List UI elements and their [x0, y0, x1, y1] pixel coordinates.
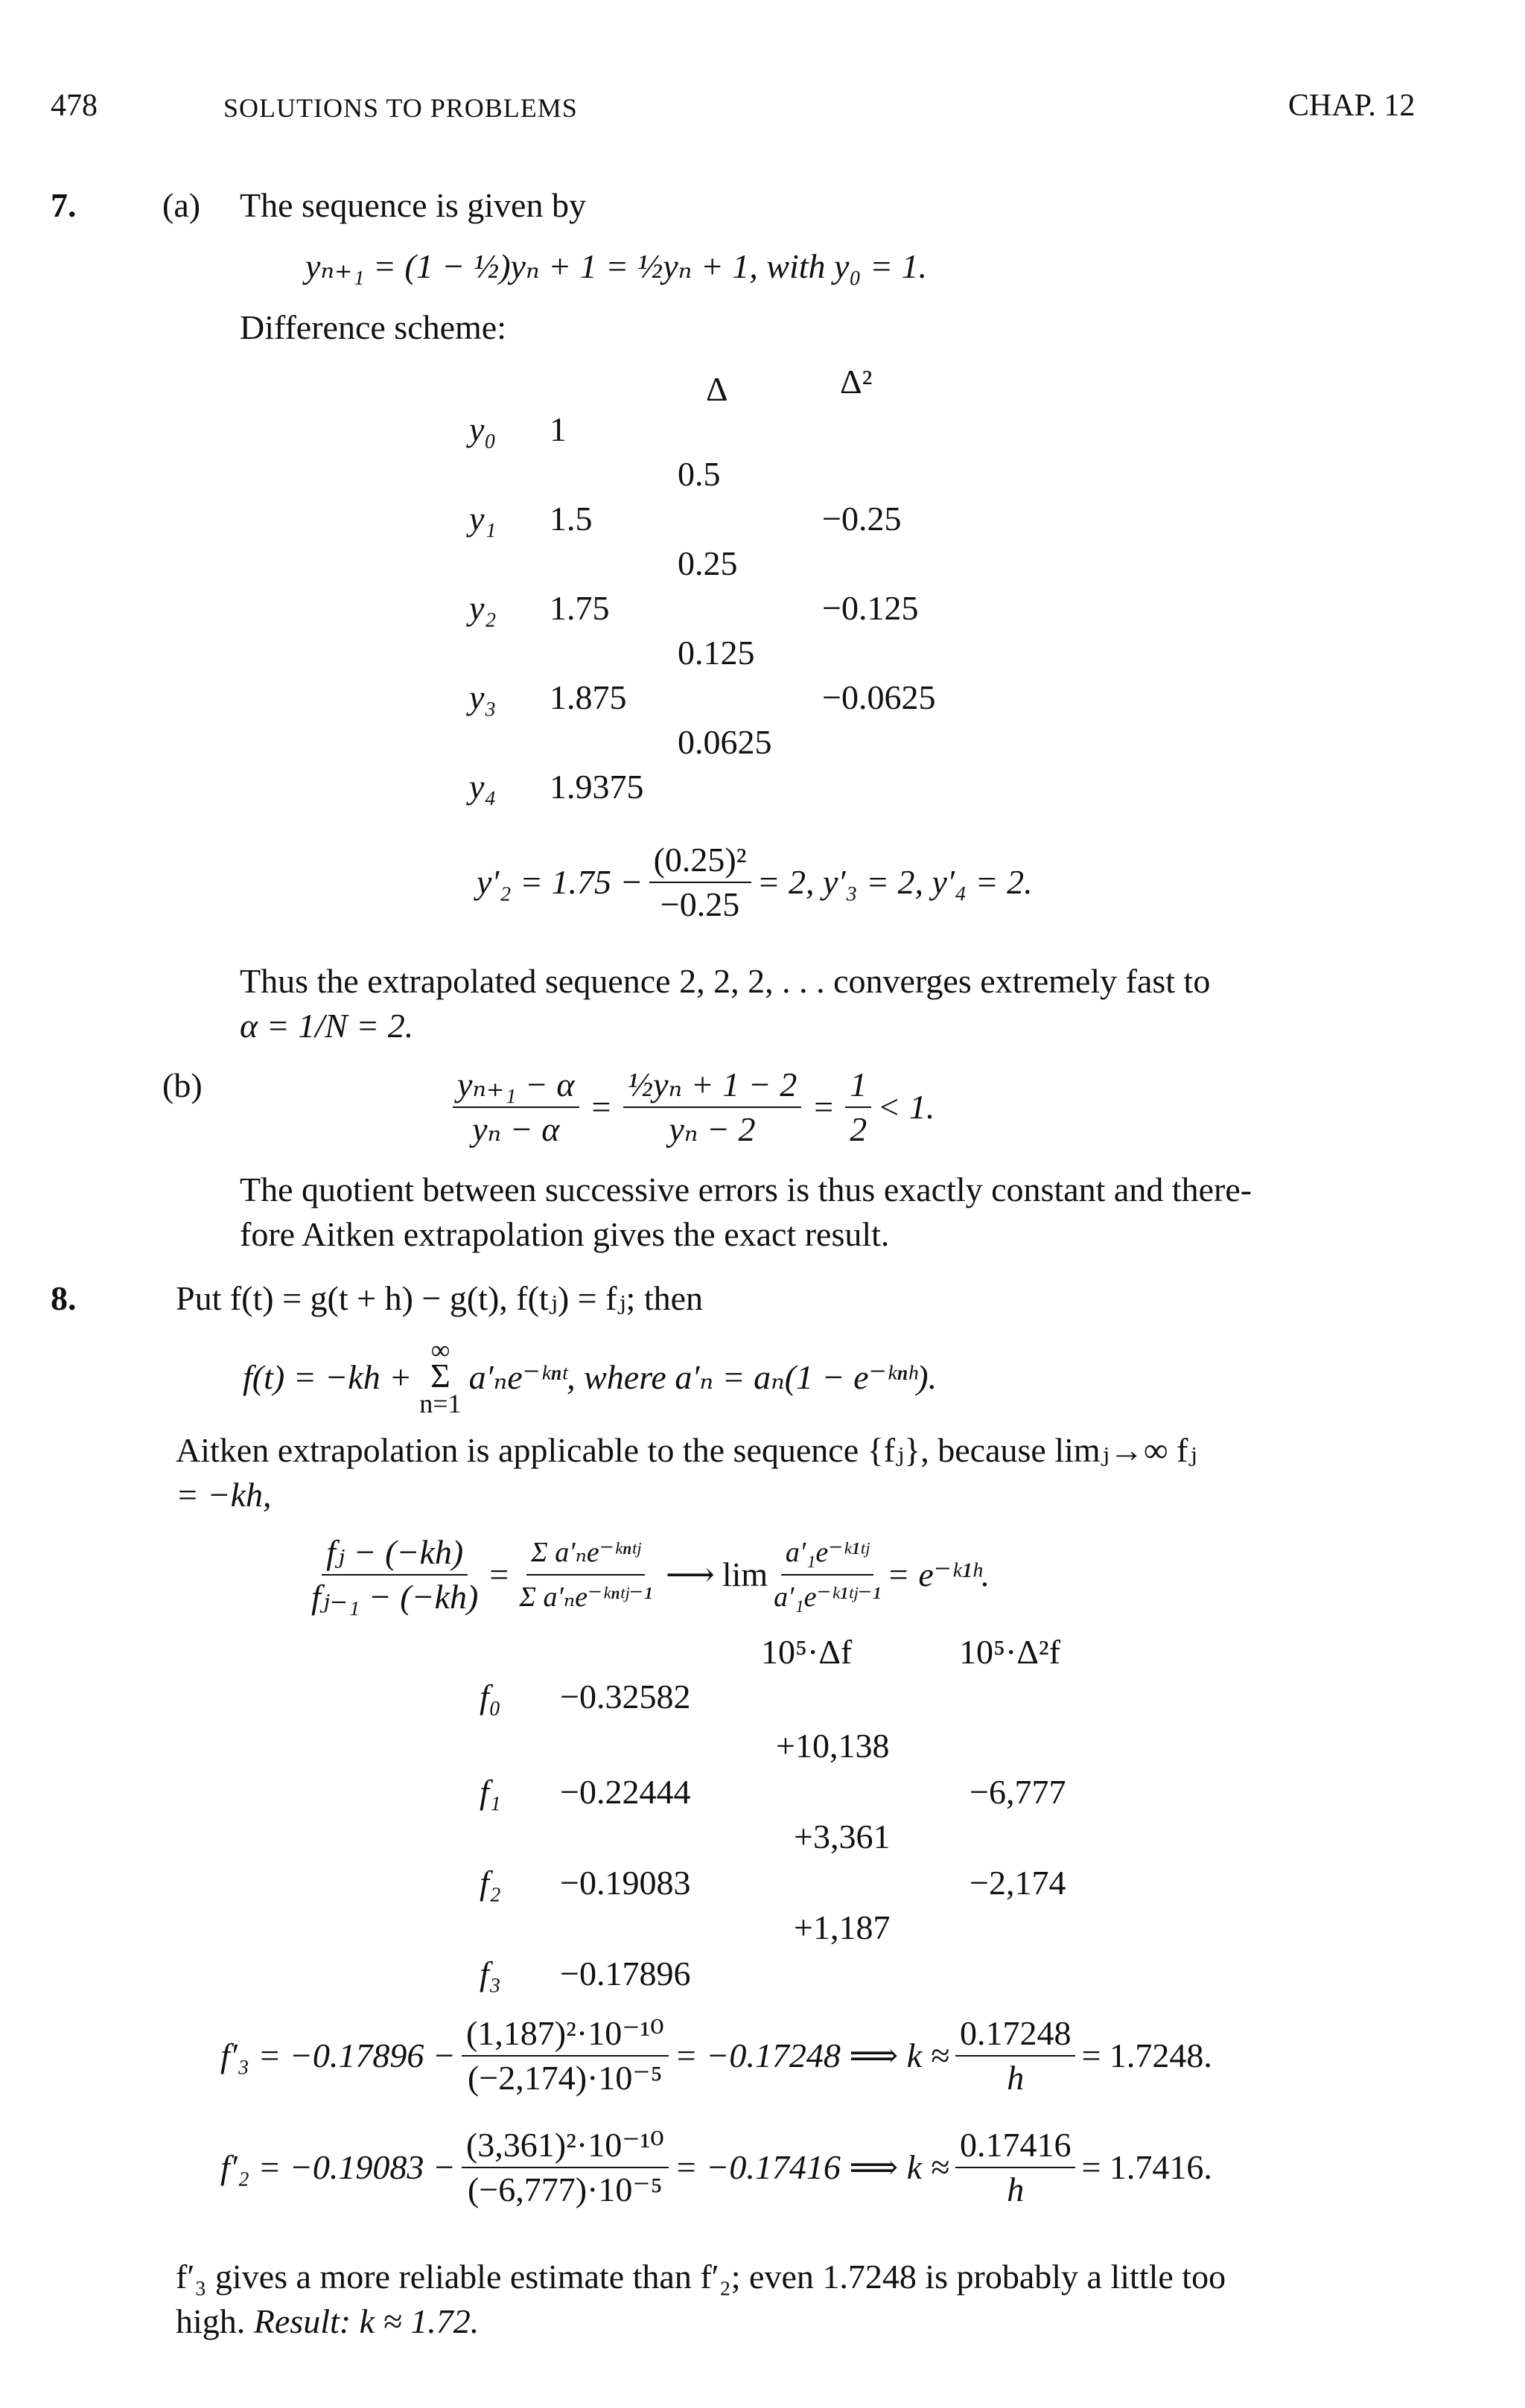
table-row-value: 1.75	[550, 589, 610, 627]
f2-mid: = −0.17416 ⟹ k ≈	[674, 2148, 949, 2186]
final-text-line-1: f′₃ gives a more reliable estimate than f′₂; even 1.7248 is probably a little too	[176, 2258, 1226, 2296]
b-fraction-1-den: yₙ − α	[472, 1110, 560, 1148]
ratio-sum-num: Σ a′ₙe⁻ᵏⁿᵗʲ	[526, 1534, 645, 1576]
ratio-num: fⱼ − (−kh)	[322, 1534, 468, 1576]
first-difference: +1,187	[794, 1908, 891, 1946]
b-fraction-3-den: 2	[850, 1110, 867, 1148]
table-row-value: −0.22444	[560, 1773, 691, 1811]
f3-fraction	[462, 2015, 669, 2097]
final-text-line-2	[176, 2301, 479, 2342]
b-fraction-1-num: yₙ₊₁ − α	[453, 1066, 579, 1108]
table-row-value: −0.32582	[560, 1678, 691, 1716]
problem-7-number: 7.	[51, 186, 77, 224]
f2-den: (−6,777)·10⁻⁵	[467, 2170, 663, 2208]
ratio-lim-den: a′₁e⁻ᵏ¹ᵗʲ⁻¹	[774, 1582, 881, 1613]
part-b-label: (b)	[162, 1066, 203, 1104]
second-difference: −2,174	[970, 1864, 1066, 1902]
ratio-lim-num: a′₁e⁻ᵏ¹ᵗʲ	[781, 1534, 873, 1576]
first-difference: 0.5	[678, 455, 721, 493]
f3-extrapolation	[220, 2015, 1212, 2097]
b-fraction-2	[623, 1066, 802, 1148]
final-result-label: Result:	[253, 2302, 351, 2340]
ratio-fraction	[311, 1534, 478, 1616]
first-difference: 0.0625	[678, 723, 772, 761]
difference-scheme-label: Difference scheme:	[240, 308, 507, 346]
table-row-label: f₂	[480, 1864, 501, 1902]
f3-mid: = −0.17248 ⟹ k ≈	[674, 2036, 949, 2074]
col-header-delta2: Δ²	[840, 363, 873, 401]
f2-k-fraction	[955, 2127, 1076, 2208]
ratio-lim-fraction	[774, 1534, 881, 1616]
f3-den: (−2,174)·10⁻⁵	[467, 2059, 663, 2097]
p8-formula	[243, 1335, 937, 1418]
sum-symbol: Σ	[430, 1357, 451, 1395]
f3-k-num: 0.17248	[955, 2015, 1076, 2057]
f2-lhs: f′₂ = −0.19083 −	[220, 2148, 456, 2186]
ratio-sum-den: Σ a′ₙe⁻ᵏⁿᵗʲ⁻¹	[519, 1582, 652, 1613]
first-difference: 0.25	[678, 544, 738, 582]
f2-fraction	[462, 2127, 669, 2208]
table-row-label: f₁	[480, 1773, 501, 1811]
aitken-text-line-1: Aitken extrapolation is applicable to the sequence {fⱼ}, because limⱼ→∞ fⱼ	[176, 1431, 1197, 1469]
p8-formula-rhs: a′ₙe⁻ᵏⁿᵗ, where a′ₙ = aₙ(1 − e⁻ᵏⁿʰ).	[468, 1358, 937, 1396]
p7-conclusion-line-2: α = 1/N = 2.	[240, 1007, 414, 1045]
f2-num: (3,361)²·10⁻¹⁰	[462, 2127, 669, 2168]
table-row-value: 1.5	[550, 500, 593, 538]
f3-num: (1,187)²·10⁻¹⁰	[462, 2015, 669, 2057]
table-row-label: y₄	[469, 768, 497, 806]
extrap-numerator: (0.25)²	[649, 841, 751, 883]
table-row-label: y₀	[469, 410, 497, 448]
part-b-text-line-1: The quotient between successive errors is thus exactly constant and there-	[240, 1170, 1252, 1208]
table-row-value: −0.19083	[560, 1864, 691, 1902]
table-row-value: 1.875	[550, 678, 627, 716]
running-title: SOLUTIONS TO PROBLEMS	[223, 93, 578, 123]
col-header-df: 10⁵·Δf	[761, 1633, 853, 1671]
ratio-result: = e⁻ᵏ¹ʰ.	[886, 1555, 990, 1593]
f2-extrapolation	[220, 2127, 1212, 2208]
extrap-denominator: −0.25	[660, 885, 740, 923]
b-tail: < 1.	[877, 1088, 935, 1126]
col-header-delta: Δ	[706, 370, 728, 408]
extrap-lhs: y′₂ = 1.75 −	[477, 863, 643, 901]
f3-k-fraction	[955, 2015, 1076, 2097]
p8-intro: Put f(t) = g(t + h) − g(t), f(tⱼ) = fⱼ; then	[176, 1279, 704, 1317]
b-fraction-2-num: ½yₙ + 1 − 2	[623, 1066, 802, 1108]
b-fraction-3	[845, 1066, 871, 1148]
sum-upper-limit: ∞	[430, 1335, 451, 1365]
ratio-equation: $\frac{\text{fⱼ − (−kh)}}{\text{fⱼ₋₁ − (−kh)}}$ = $\frac{\text{Σ a′ₙe⁻ᵏⁿᵗʲ}}{\text{Σ a′ₙe⁻ᵏⁿᵗʲ⁻¹}}$ ⟶ lim $\frac{\text{a′₁e⁻ᵏ¹ᵗʲ}}{\text{a′₁e⁻ᵏ¹ᵗʲ⁻¹}}$ = e⁻ᵏ¹ʰ.	[311, 1533, 990, 1616]
second-difference: −0.0625	[822, 678, 936, 716]
second-difference: −0.125	[822, 589, 919, 627]
ratio-lim: lim	[722, 1555, 768, 1593]
final-result-value: k ≈ 1.72.	[359, 2302, 480, 2340]
f3-result: = 1.7248.	[1081, 2036, 1212, 2074]
table-row-label: y₃	[469, 678, 497, 716]
extrap-fraction	[649, 841, 751, 923]
ratio-den: fⱼ₋₁ − (−kh)	[311, 1578, 479, 1616]
b-fraction-1	[453, 1066, 579, 1148]
f2-result: = 1.7416.	[1081, 2148, 1212, 2186]
extrapolation-equation	[477, 841, 1033, 923]
first-difference: +3,361	[794, 1818, 891, 1856]
page-number: 478	[51, 89, 98, 123]
first-difference: 0.125	[678, 634, 755, 672]
p7-intro: The sequence is given by	[240, 186, 586, 224]
f2-k-den: h	[1007, 2170, 1025, 2208]
table-row-value: −0.17896	[560, 1955, 691, 1993]
sum-lower-limit: n=1	[419, 1389, 462, 1418]
part-b-equation: $\frac{\text{yₙ₊₁ − α}}{\text{yₙ − α}}$ = $\frac{\text{½yₙ + 1 − 2}}{\text{yₙ − 2}}$ = $\frac{1}{2}$ < 1.	[447, 1066, 935, 1148]
aitken-text-line-2: = −kh,	[176, 1476, 272, 1514]
table-row-label: f₀	[480, 1678, 501, 1716]
table-row-value: 1.9375	[550, 768, 644, 806]
table-row-label: y₁	[469, 500, 497, 538]
summation	[419, 1335, 462, 1418]
f3-k-den: h	[1007, 2059, 1025, 2097]
part-a-label: (a)	[162, 186, 201, 224]
second-difference: −0.25	[822, 500, 902, 538]
extrap-rhs: = 2, y′₃ = 2, y′₄ = 2.	[757, 863, 1033, 901]
table-row-label: y₂	[469, 589, 497, 627]
part-b-text-line-2: fore Aitken extrapolation gives the exact result.	[240, 1215, 890, 1253]
problem-8-number: 8.	[51, 1279, 77, 1317]
final-text-high: high.	[176, 2302, 246, 2340]
b-fraction-2-den: yₙ − 2	[669, 1110, 756, 1148]
p7-conclusion-line-1: Thus the extrapolated sequence 2, 2, 2, . . . converges extremely fast to	[240, 962, 1211, 1000]
second-difference: −6,777	[970, 1773, 1066, 1811]
ratio-sum-fraction	[519, 1534, 652, 1616]
f3-lhs: f′₃ = −0.17896 −	[220, 2036, 456, 2074]
chapter-label: CHAP. 12	[1288, 89, 1416, 123]
b-fraction-3-num: 1	[845, 1066, 871, 1108]
p8-formula-lhs: f(t) = −kh +	[243, 1358, 413, 1396]
table-row-value: 1	[550, 410, 567, 448]
col-header-d2f: 10⁵·Δ²f	[959, 1633, 1061, 1671]
first-difference: +10,138	[776, 1727, 890, 1765]
table-row-label: f₃	[480, 1955, 501, 1993]
p7-recurrence: yₙ₊₁ = (1 − ½)yₙ + 1 = ½yₙ + 1, with y₀ = 1.	[305, 247, 927, 285]
f2-k-num: 0.17416	[955, 2127, 1076, 2168]
